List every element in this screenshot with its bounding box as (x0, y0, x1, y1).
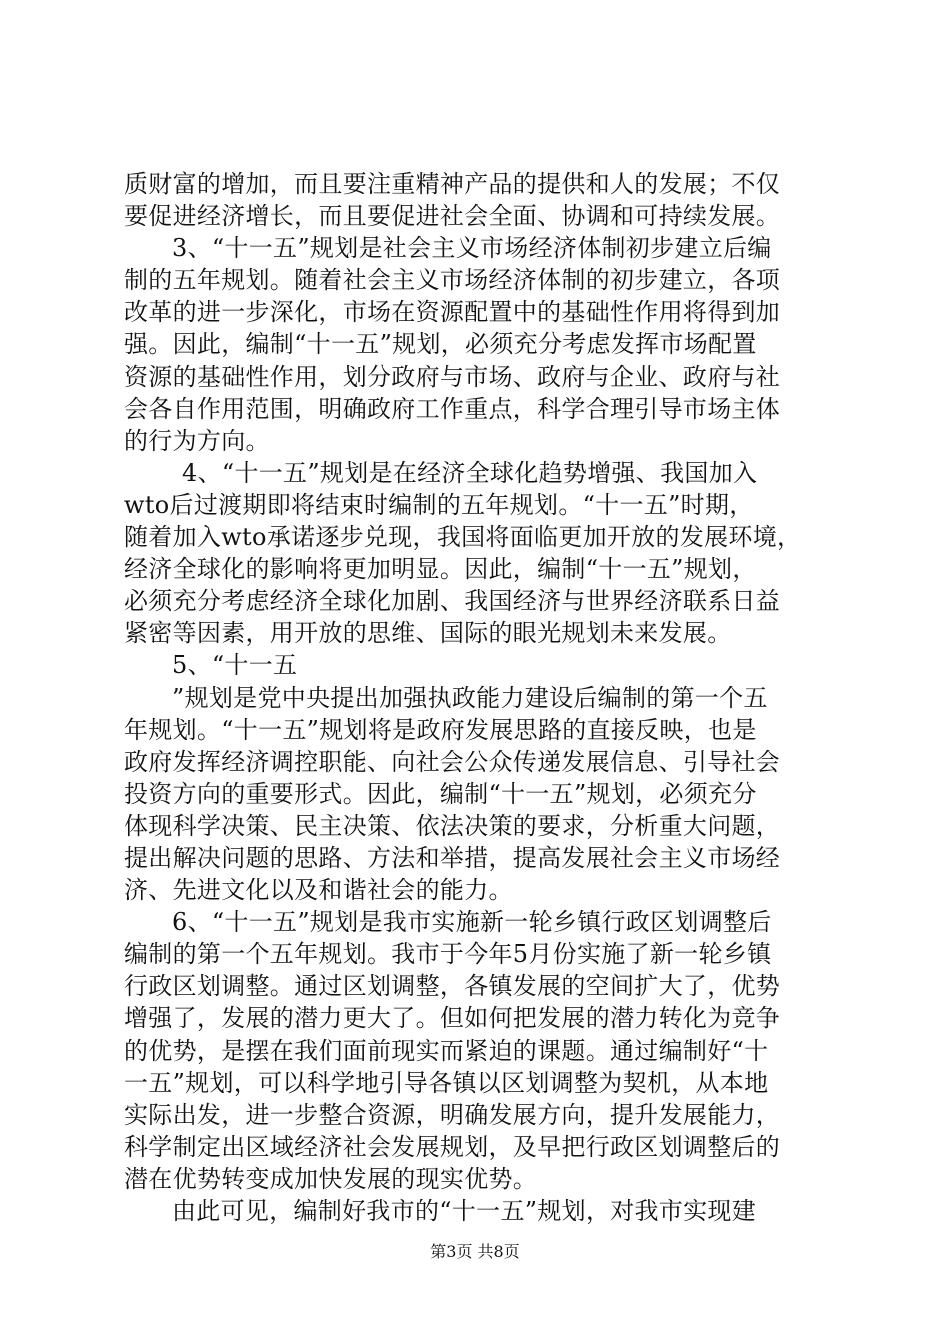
text-line-28: 的优势，是摆在我们面前现实而紧迫的课题。通过编制好“十 (124, 1036, 769, 1065)
text-line-6: 强。因此，编制“十一五”规划，必须充分考虑发挥市场配置 (124, 330, 757, 359)
text-line-13: 经济全球化的影响将更加明显。因此，编制“十一五”规划， (124, 555, 757, 584)
text-line-2: 要促进经济增长，而且要促进社会全面、协调和可持续发展。 (124, 202, 781, 231)
text-line-20: 投资方向的重要形式。因此，编制“十一五”规划，必须充分 (124, 779, 757, 808)
text-line-30: 实际出发，进一步整合资源，明确发展方向，提升发展能力， (124, 1100, 781, 1129)
text-line-27: 增强了，发展的潜力更大了。但如何把发展的潜力转化为竞争 (124, 1004, 781, 1033)
text-line-9: 的行为方向。 (124, 426, 270, 455)
paragraph-5-start: 5、“十一五 (172, 651, 298, 680)
paragraph-3-start: 3、“十一五”规划是社会主义市场经济体制初步建立后编 (172, 234, 772, 263)
paragraph-6-start: 6、“十一五”规划是我市实施新一轮乡镇行政区划调整后 (172, 908, 772, 937)
paragraph-4-start: 4、“十一五”规划是在经济全球化趋势增强、我国加入 (182, 458, 758, 487)
text-line-8: 会各自作用范围，明确政府工作重点，科学合理引导市场主体 (124, 394, 781, 423)
text-line-25: 编制的第一个五年规划。我市于今年5月份实施了新一轮乡镇 (124, 940, 772, 969)
text-line-32: 潜在优势转变成加快发展的现实优势。 (124, 1164, 538, 1193)
document-body (124, 168, 844, 1227)
text-line-4: 制的五年规划。随着社会主义市场经济体制的初步建立，各项 (124, 266, 781, 295)
text-line-22: 提出解决问题的思路、方法和举措，提高发展社会主义市场经 (124, 843, 781, 872)
text-line-11: wto后过渡期即将结束时编制的五年规划。“十一五”时期， (124, 490, 754, 519)
text-line-12: 随着加入wto承诺逐步兑现，我国将面临更加开放的发展环境， (124, 523, 802, 552)
text-line-15: 紧密等因素，用开放的思维、国际的眼光规划未来发展。 (124, 619, 732, 648)
text-line-14: 必须充分考虑经济全球化加剧、我国经济与世界经济联系日益 (124, 587, 781, 616)
text-line-23: 济、先进文化以及和谐社会的能力。 (124, 876, 513, 905)
text-line-7: 资源的基础性作用，划分政府与市场、政府与企业、政府与社 (124, 362, 781, 391)
text-line-21: 体现科学决策、民主决策、依法决策的要求，分析重大问题， (124, 811, 781, 840)
text-line-29: 一五”规划，可以科学地引导各镇以区划调整为契机，从本地 (124, 1068, 769, 1097)
text-line-5: 改革的进一步深化，市场在资源配置中的基础性作用将得到加 (124, 298, 781, 327)
text-line-31: 科学制定出区域经济社会发展规划，及早把行政区划调整后的 (124, 1132, 781, 1161)
text-line-17: ”规划是党中央提出加强执政能力建设后编制的第一个五 (172, 683, 768, 712)
text-line-1: 质财富的增加，而且要注重精神产品的提供和人的发展；不仅 (124, 170, 781, 198)
text-line-19: 政府发挥经济调控职能、向社会公众传递发展信息、引导社会 (124, 747, 781, 776)
text-line-18: 年规划。“十一五”规划将是政府发展思路的直接反映，也是 (124, 715, 757, 744)
text-line-26: 行政区划调整。通过区划调整，各镇发展的空间扩大了，优势 (124, 972, 781, 1001)
paragraph-7-start: 由此可见，编制好我市的“十一五”规划，对我市实现建 (172, 1197, 757, 1225)
page-number-footer: 第3页 共8页 (430, 1242, 520, 1261)
